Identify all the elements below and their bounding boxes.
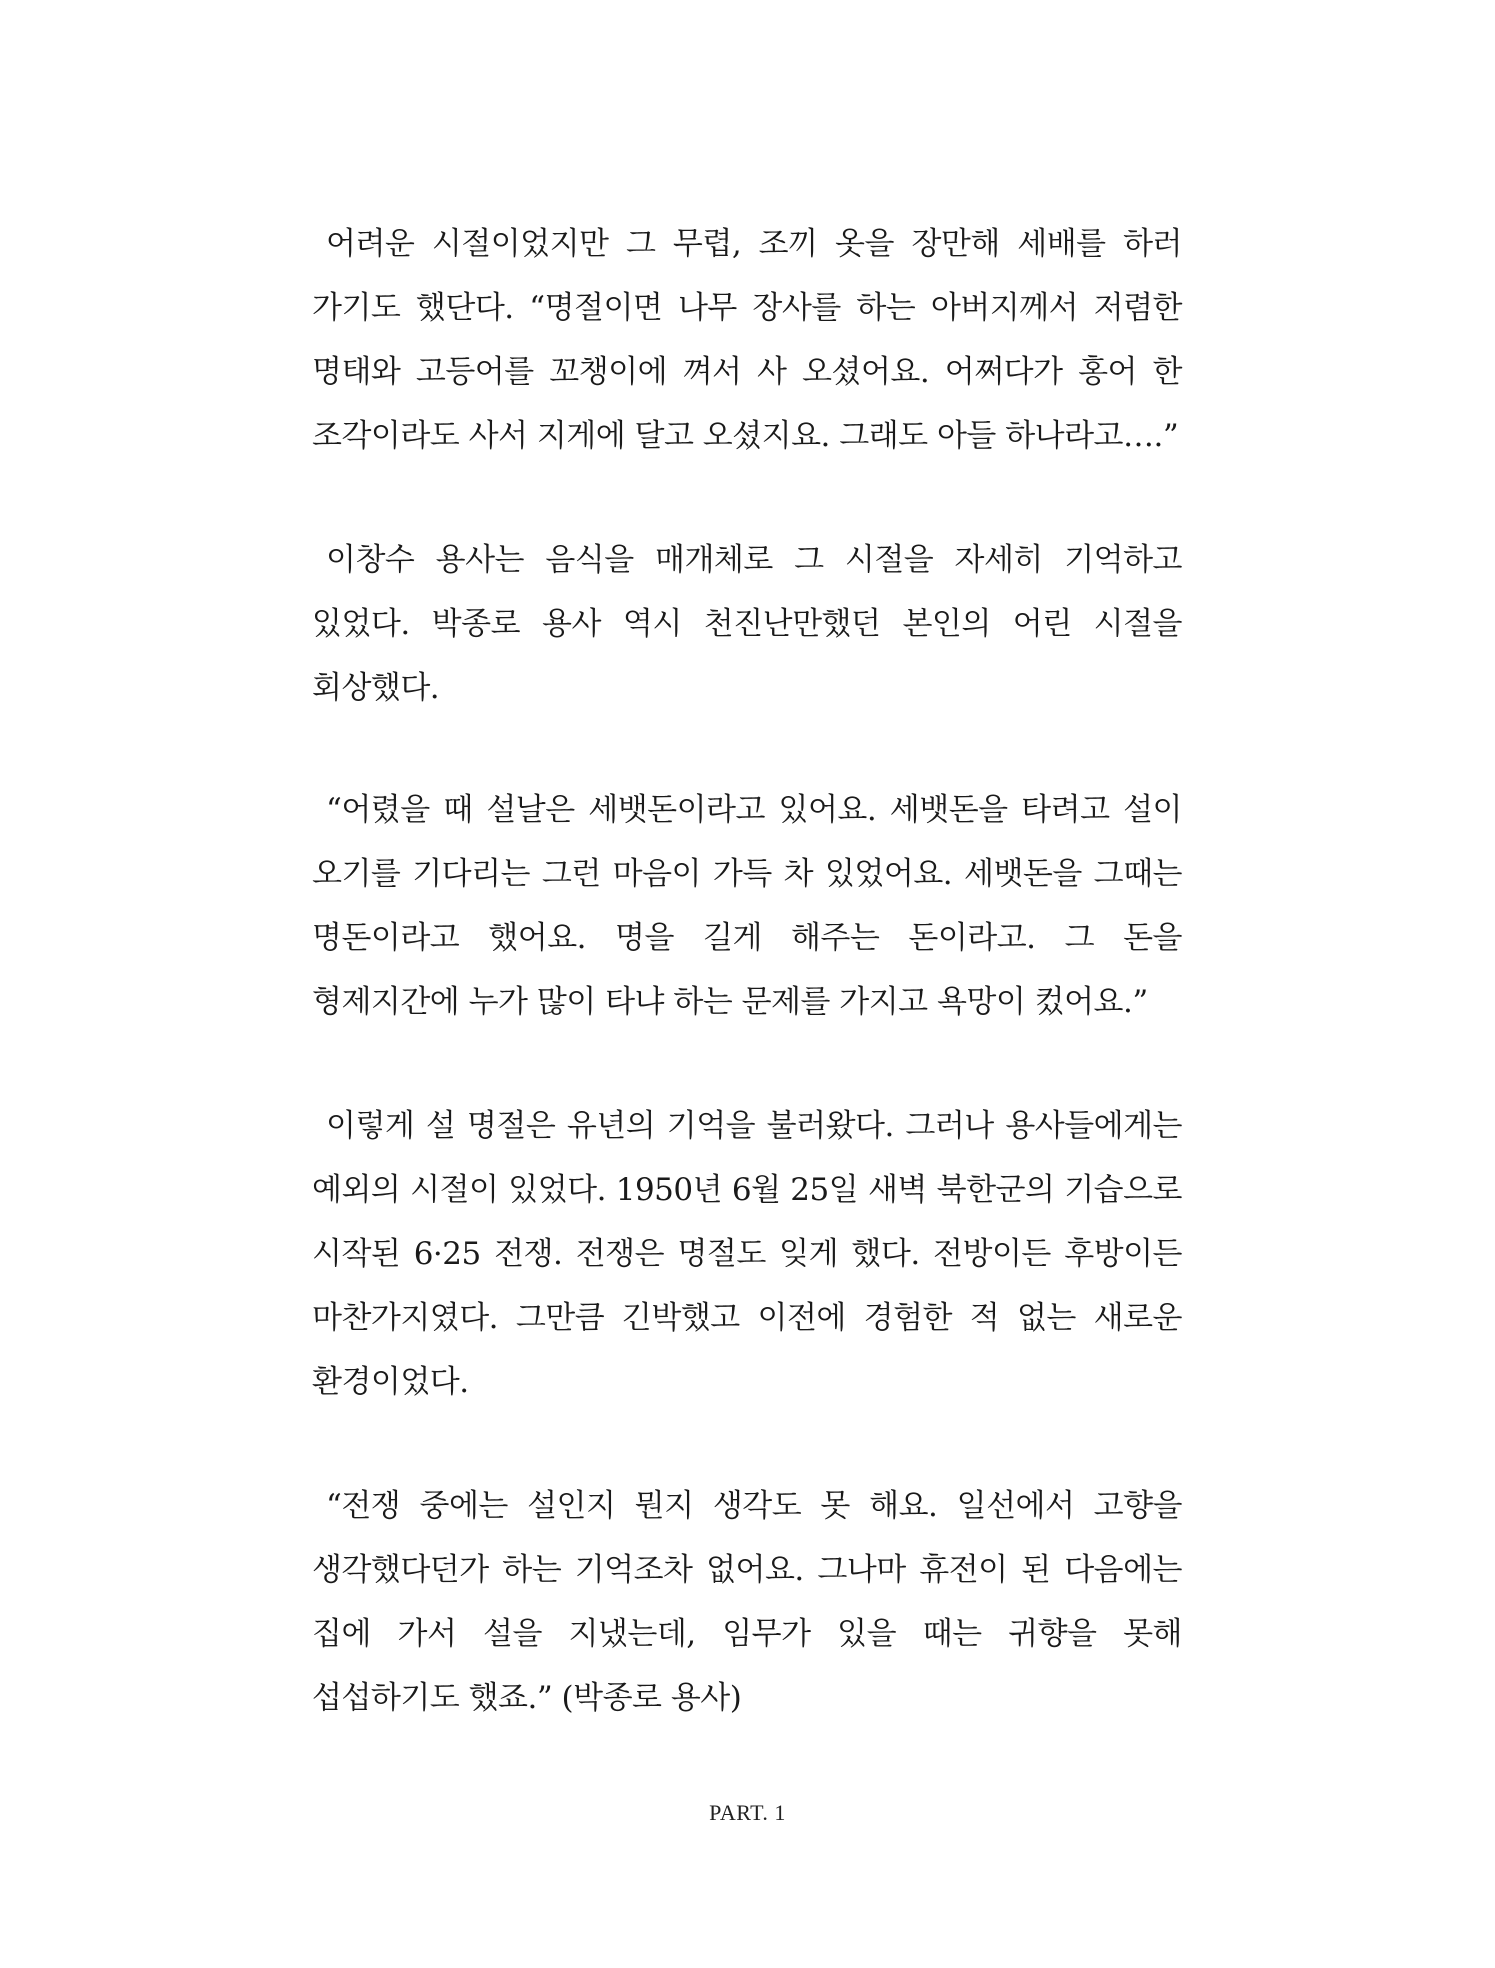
paragraph-gap — [312, 468, 1182, 528]
paragraph-gap — [312, 1034, 1182, 1094]
page-footer-part-label: PART. 1 — [709, 1800, 786, 1825]
paragraph-childhood-memory: 어려운 시절이었지만 그 무렵, 조끼 옷을 장만해 세배를 하러 가기도 했단다. “명절이면 나무 장사를 하는 아버지께서 저렴한 명태와 고등어를 꼬챙이에 껴서 사 오셨어요. 어쩌다가 홍어 한 조각이라도 사서 지게에 달고 오셨지요. 그래도 아들 하나라고….” — [312, 226, 1182, 454]
paragraph-narration: 이창수 용사는 음식을 매개체로 그 시절을 자세히 기억하고 있었다. 박종로 용사 역시 천진난만했던 본인의 어린 시절을 회상했다. — [312, 542, 1182, 706]
paragraph-gap — [312, 1414, 1182, 1474]
paragraph-quote-wartime: “전쟁 중에는 설인지 뭔지 생각도 못 해요. 일선에서 고향을 생각했다던가 하는 기억조차 없어요. 그나마 휴전이 된 다음에는 집에 가서 설을 지냈는데, 임무가 있을 때는 귀향을 못해 섭섭하기도 했죠.” (박종로 용사) — [312, 1488, 1182, 1716]
paragraph-gap — [312, 720, 1182, 778]
body-text — [312, 212, 1182, 1730]
paragraph-quote-new-year-money: “어렸을 때 설날은 세뱃돈이라고 있어요. 세뱃돈을 타려고 설이 오기를 기다리는 그런 마음이 가득 차 있었어요. 세뱃돈을 그때는 명돈이라고 했어요. 명을 길게 해주는 돈이라고. 그 돈을 형제지간에 누가 많이 타냐 하는 문제를 가지고 욕망이 컸어요.” — [312, 792, 1182, 1020]
paragraph-korean-war: 이렇게 설 명절은 유년의 기억을 불러왔다. 그러나 용사들에게는 예외의 시절이 있었다. 1950년 6월 25일 새벽 북한군의 기습으로 시작된 6·25 전쟁. 전쟁은 명절도 잊게 했다. 전방이든 후방이든 마찬가지였다. 그만큼 긴박했고 이전에 경험한 적 없는 새로운 환경이었다. — [312, 1108, 1182, 1400]
